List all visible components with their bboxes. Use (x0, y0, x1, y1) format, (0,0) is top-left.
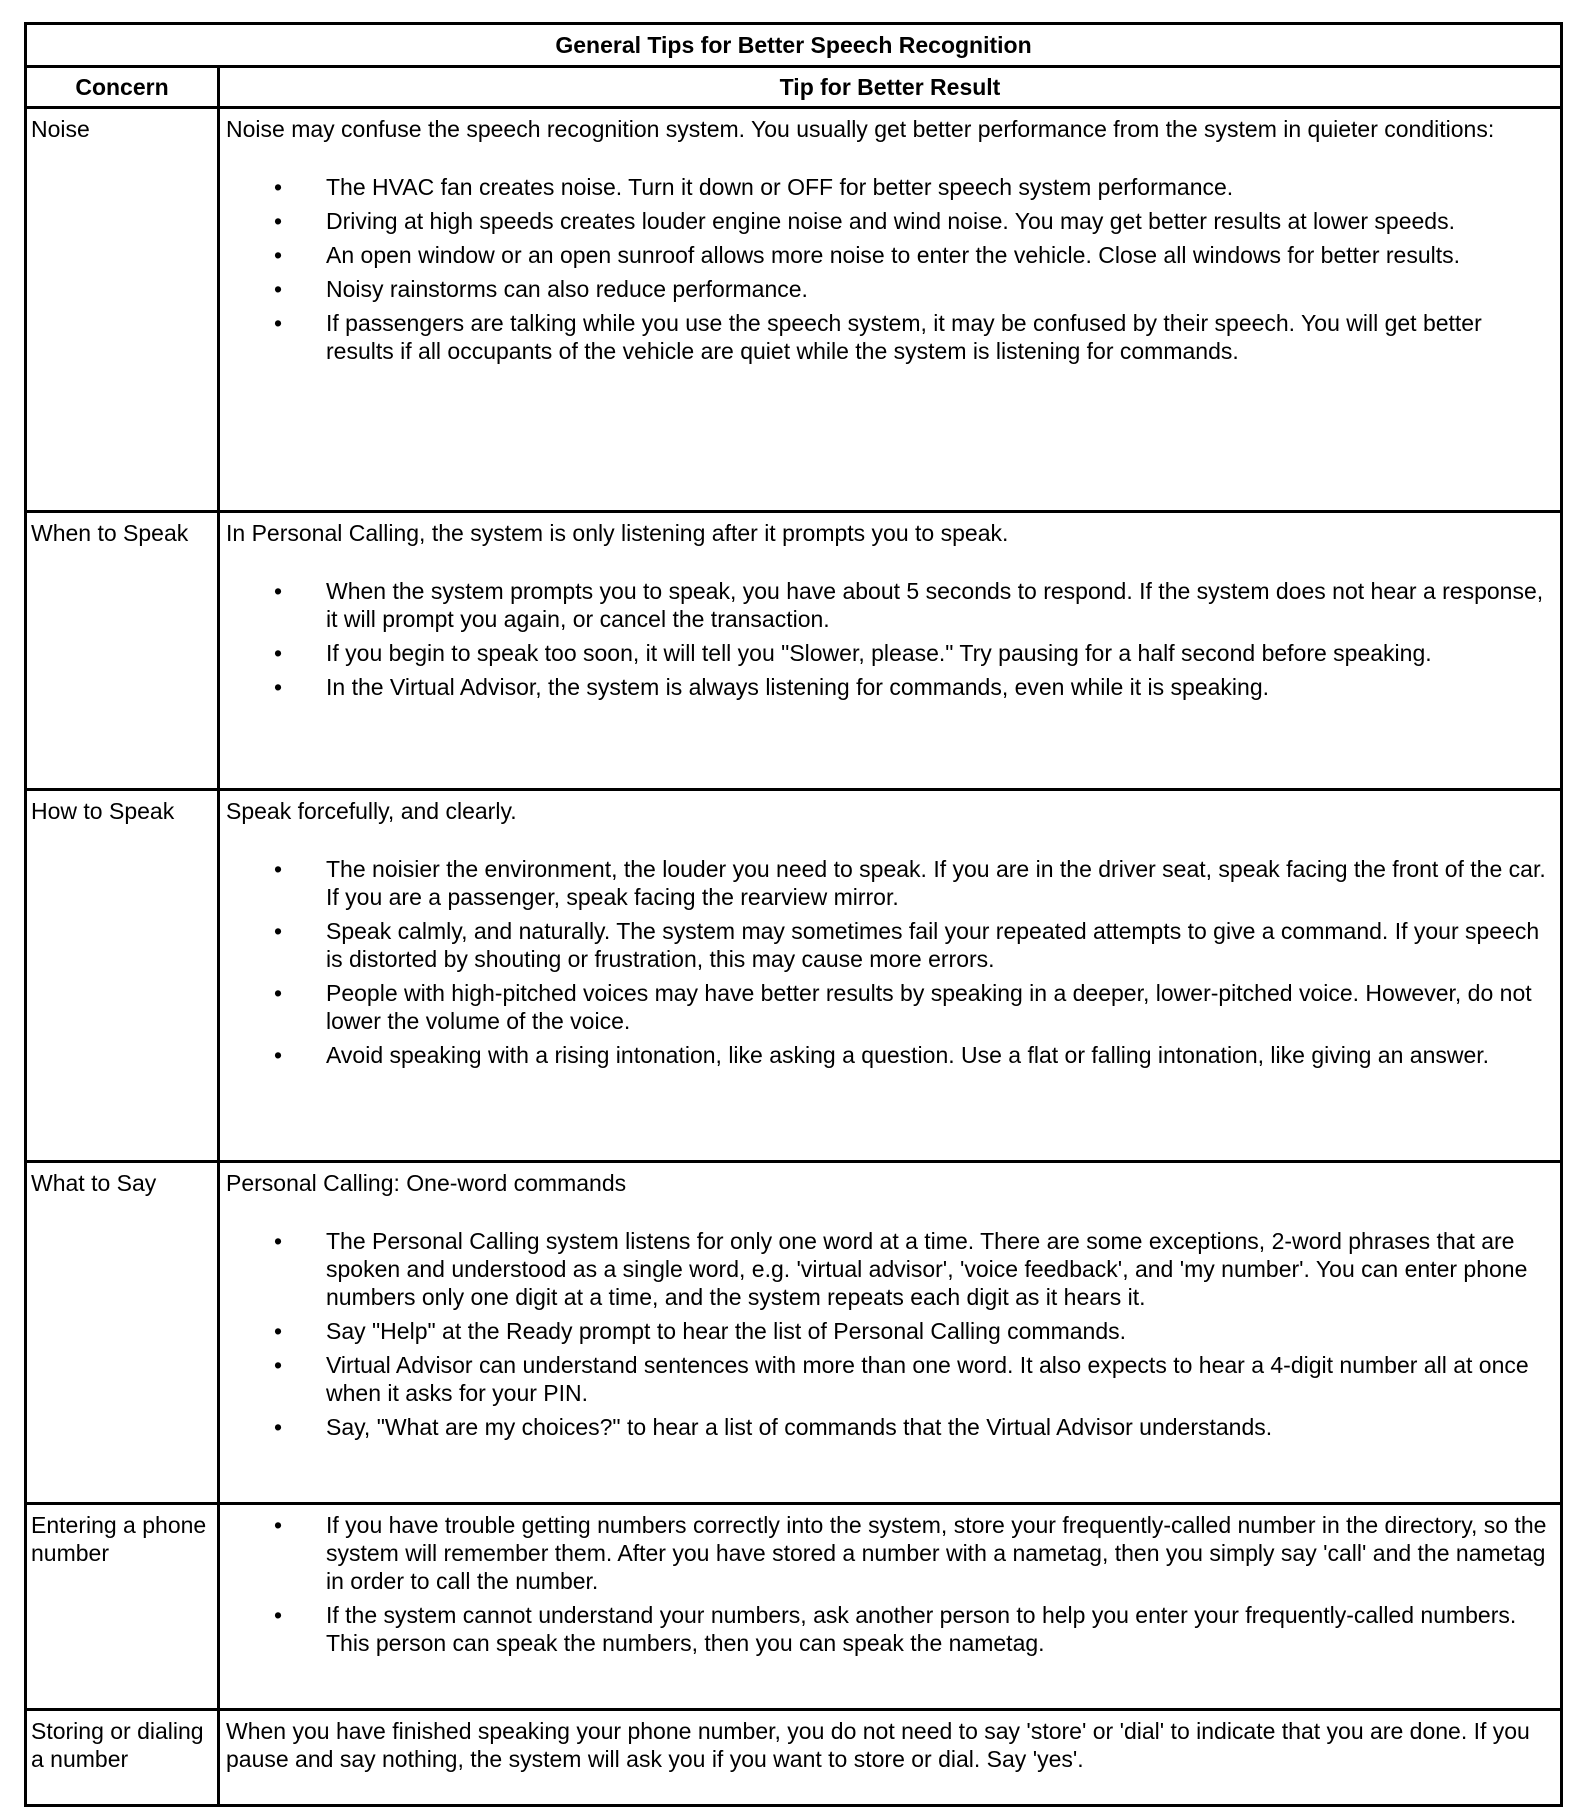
bullet-icon: • (274, 674, 283, 700)
list-item (226, 979, 1550, 1035)
bullet-icon: • (274, 856, 283, 882)
header-row (26, 67, 1562, 108)
list-item-text: When the system prompts you to speak, you have about 5 seconds to respond. If the system does not hear a response, it will prompt you again, or cancel the transaction. (326, 578, 1544, 632)
concern-cell: When to Speak (26, 512, 219, 790)
list-item (226, 1317, 1550, 1345)
list-item (226, 855, 1550, 911)
list-item-text: The Personal Calling system listens for only one word at a time. There are some exceptions, 2-word phrases that are spoken and understood as a single word, e.g. 'virtual advisor', 'voice feedback', and 'my number'. You can enter phone numbers only one digit at a time, and the system repeats each digit as it hears it. (326, 1228, 1528, 1310)
bullet-icon: • (274, 1602, 283, 1628)
list-item-text: Say, "What are my choices?" to hear a list of commands that the Virtual Advisor understands. (326, 1414, 1273, 1440)
bullet-icon: • (274, 980, 283, 1006)
tip-cell (219, 1504, 1562, 1710)
list-item (226, 1227, 1550, 1311)
table-row-what-to-say (26, 1162, 1562, 1504)
bullet-icon: • (274, 1042, 283, 1068)
list-item (226, 173, 1550, 201)
list-item-text: An open window or an open sunroof allows more noise to enter the vehicle. Close all windows for better results. (326, 242, 1460, 268)
concern-cell: Storing or dialing a number (26, 1710, 219, 1806)
list-item-text: If you have trouble getting numbers correctly into the system, store your frequently-called number in the directory, so the system will remember them. After you have stored a number with a nametag, then you simply say 'call' and the nametag in order to call the number. (326, 1512, 1547, 1594)
concern-cell: Noise (26, 108, 219, 512)
list-item (226, 241, 1550, 269)
list-item (226, 1351, 1550, 1407)
bullet-icon: • (274, 578, 283, 604)
bullet-icon: • (274, 1512, 283, 1538)
list-item-text: Driving at high speeds creates louder engine noise and wind noise. You may get better results at lower speeds. (326, 208, 1455, 234)
list-item (226, 639, 1550, 667)
concern-cell: Entering a phone number (26, 1504, 219, 1710)
list-item-text: Say "Help" at the Ready prompt to hear the list of Personal Calling commands. (326, 1318, 1127, 1344)
list-item (226, 917, 1550, 973)
tip-cell (219, 790, 1562, 1162)
tip-intro: Noise may confuse the speech recognition system. You usually get better performance from the system in quieter conditions: (226, 116, 1495, 142)
tip-list (226, 1511, 1550, 1657)
list-item-text: People with high-pitched voices may have better results by speaking in a deeper, lower-pitched voice. However, do not lower the volume of the voice. (326, 980, 1532, 1034)
bullet-icon: • (274, 276, 283, 302)
bullet-icon: • (274, 1318, 283, 1344)
list-item (226, 1511, 1550, 1595)
table-row-entering-phone-number (26, 1504, 1562, 1710)
tip-list (226, 1227, 1550, 1441)
tip-intro: When you have finished speaking your phone number, you do not need to say 'store' or 'dial' to indicate that you are done. If you pause and say nothing, the system will ask you if you want to store or dial. Say 'yes'. (226, 1718, 1530, 1772)
list-item (226, 673, 1550, 701)
bullet-icon: • (274, 1414, 283, 1440)
list-item (226, 1413, 1550, 1441)
table-row-noise (26, 108, 1562, 512)
table-row-when-to-speak (26, 512, 1562, 790)
list-item-text: If you begin to speak too soon, it will tell you "Slower, please." Try pausing for a half second before speaking. (326, 640, 1432, 666)
list-item-text: Virtual Advisor can understand sentences with more than one word. It also expects to hear a 4-digit number all at once when it asks for your PIN. (326, 1352, 1529, 1406)
tips-document (24, 22, 1560, 1796)
list-item-text: Noisy rainstorms can also reduce performance. (326, 276, 808, 302)
tip-intro: Speak forcefully, and clearly. (226, 798, 517, 824)
tip-intro: Personal Calling: One-word commands (226, 1170, 627, 1196)
concern-cell: How to Speak (26, 790, 219, 1162)
tip-cell (219, 1710, 1562, 1806)
concern-cell: What to Say (26, 1162, 219, 1504)
list-item (226, 309, 1550, 365)
table-title: General Tips for Better Speech Recognition (26, 24, 1562, 67)
column-header-tip: Tip for Better Result (219, 67, 1562, 108)
list-item (226, 275, 1550, 303)
tip-list (226, 173, 1550, 365)
tip-cell (219, 108, 1562, 512)
tip-cell (219, 1162, 1562, 1504)
list-item-text: Avoid speaking with a rising intonation, like asking a question. Use a flat or falling intonation, like giving an answer. (326, 1042, 1490, 1068)
bullet-icon: • (274, 1228, 283, 1254)
bullet-icon: • (274, 1352, 283, 1378)
title-row (26, 24, 1562, 67)
list-item (226, 207, 1550, 235)
tip-list (226, 855, 1550, 1069)
list-item-text: If passengers are talking while you use the speech system, it may be confused by their speech. You will get better results if all occupants of the vehicle are quiet while the system is listening for commands. (326, 310, 1482, 364)
bullet-icon: • (274, 242, 283, 268)
tip-intro: In Personal Calling, the system is only listening after it prompts you to speak. (226, 520, 1009, 546)
list-item-text: The HVAC fan creates noise. Turn it down or OFF for better speech system performance. (326, 174, 1234, 200)
bullet-icon: • (274, 640, 283, 666)
bullet-icon: • (274, 918, 283, 944)
list-item-text: Speak calmly, and naturally. The system may sometimes fail your repeated attempts to give a command. If your speech is distorted by shouting or frustration, this may cause more errors. (326, 918, 1540, 972)
tips-table (24, 22, 1563, 1807)
list-item-text: If the system cannot understand your numbers, ask another person to help you enter your frequently-called numbers. This person can speak the numbers, then you can speak the nametag. (326, 1602, 1517, 1656)
bullet-icon: • (274, 174, 283, 200)
list-item (226, 1601, 1550, 1657)
table-row-storing-dialing (26, 1710, 1562, 1806)
list-item-text: The noisier the environment, the louder you need to speak. If you are in the driver seat, speak facing the front of the car. If you are a passenger, speak facing the rearview mirror. (326, 856, 1546, 910)
tip-cell (219, 512, 1562, 790)
bullet-icon: • (274, 208, 283, 234)
list-item-text: In the Virtual Advisor, the system is always listening for commands, even while it is speaking. (326, 674, 1270, 700)
list-item (226, 577, 1550, 633)
list-item (226, 1041, 1550, 1069)
bullet-icon: • (274, 310, 283, 336)
column-header-concern: Concern (26, 67, 219, 108)
table-row-how-to-speak (26, 790, 1562, 1162)
tip-list (226, 577, 1550, 701)
